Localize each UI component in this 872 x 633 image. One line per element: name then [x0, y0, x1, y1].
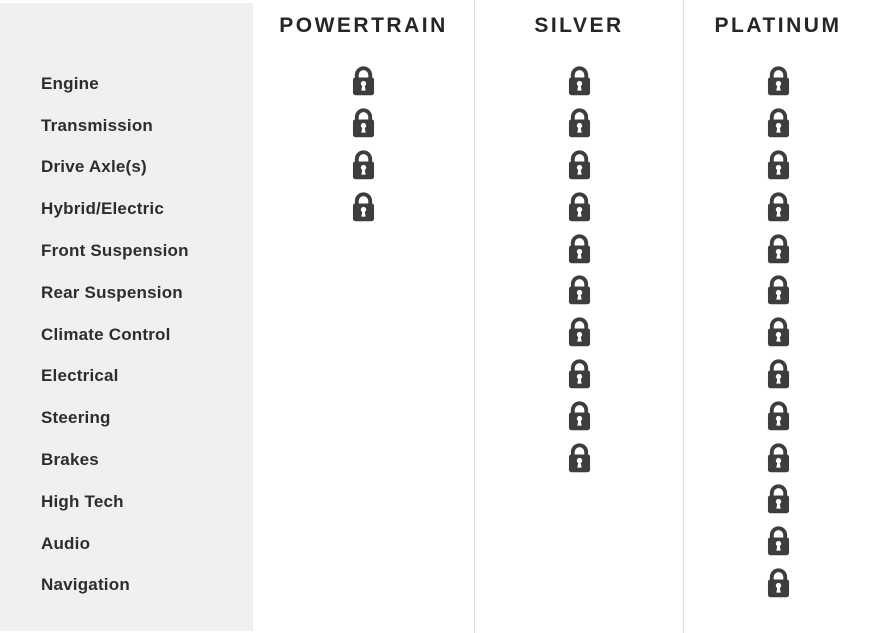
lock-icon [568, 192, 591, 222]
lock-icon [767, 526, 790, 556]
row-label-cell [0, 481, 253, 523]
coverage-cell [684, 230, 872, 272]
row-label-cell [0, 523, 253, 565]
coverage-cell [253, 523, 474, 565]
column-cells-platinum [684, 63, 872, 606]
row-label-cell [0, 439, 253, 481]
coverage-cell [475, 565, 683, 607]
row-label: Steering [41, 408, 111, 428]
coverage-cell [253, 188, 474, 230]
row-label-cell [0, 314, 253, 356]
lock-icon [568, 443, 591, 473]
coverage-cell [253, 481, 474, 523]
coverage-cell [475, 397, 683, 439]
row-label-cell [0, 105, 253, 147]
row-label: Front Suspension [41, 241, 189, 261]
lock-icon [767, 192, 790, 222]
lock-icon [767, 275, 790, 305]
row-label: Hybrid/Electric [41, 199, 164, 219]
coverage-cell [684, 188, 872, 230]
lock-icon [568, 108, 591, 138]
row-label: Drive Axle(s) [41, 157, 147, 177]
coverage-cell [684, 147, 872, 189]
coverage-cell [684, 63, 872, 105]
column-cells-silver [475, 63, 683, 606]
row-label-cell [0, 272, 253, 314]
coverage-cell [475, 63, 683, 105]
coverage-cell [475, 439, 683, 481]
lock-icon [767, 443, 790, 473]
coverage-cell [684, 439, 872, 481]
coverage-cell [684, 105, 872, 147]
coverage-cell [253, 272, 474, 314]
coverage-cell [684, 397, 872, 439]
lock-icon [767, 150, 790, 180]
lock-icon [767, 234, 790, 264]
row-label-cell [0, 565, 253, 607]
coverage-cell [253, 314, 474, 356]
coverage-cell [253, 397, 474, 439]
coverage-cell [475, 230, 683, 272]
coverage-cell [253, 147, 474, 189]
row-label: Climate Control [41, 324, 171, 344]
column-cells-powertrain [253, 63, 474, 606]
coverage-cell [253, 230, 474, 272]
row-label: Engine [41, 73, 99, 93]
corner-spacer [0, 3, 253, 63]
lock-icon [568, 401, 591, 431]
column-powertrain [253, 0, 474, 633]
coverage-cell [253, 565, 474, 607]
row-label-cell [0, 188, 253, 230]
coverage-cell [475, 147, 683, 189]
column-header-powertrain: POWERTRAIN [279, 13, 448, 37]
row-label: Brakes [41, 450, 99, 470]
coverage-cell [684, 314, 872, 356]
coverage-cell [684, 356, 872, 398]
lock-icon [352, 66, 375, 96]
lock-icon [568, 275, 591, 305]
coverage-cell [475, 188, 683, 230]
row-label: Electrical [41, 366, 119, 386]
coverage-cell [475, 105, 683, 147]
column-platinum [683, 0, 872, 633]
coverage-cell [475, 481, 683, 523]
row-label: Transmission [41, 115, 153, 135]
row-label: High Tech [41, 491, 124, 511]
lock-icon [352, 150, 375, 180]
row-label-cell [0, 147, 253, 189]
lock-icon [352, 192, 375, 222]
coverage-cell [253, 105, 474, 147]
coverage-cell [253, 356, 474, 398]
coverage-cell [475, 272, 683, 314]
lock-icon [767, 66, 790, 96]
coverage-cell [475, 523, 683, 565]
row-label: Audio [41, 533, 91, 553]
coverage-cell [684, 481, 872, 523]
column-header-platinum: PLATINUM [714, 13, 842, 37]
lock-icon [568, 150, 591, 180]
row-label-cell [0, 63, 253, 105]
coverage-cell [475, 314, 683, 356]
row-label-cell [0, 356, 253, 398]
row-label: Navigation [41, 575, 130, 595]
coverage-cell [253, 63, 474, 105]
column-header-silver: SILVER [534, 13, 624, 37]
row-label-cell [0, 397, 253, 439]
lock-icon [568, 359, 591, 389]
coverage-cell [684, 523, 872, 565]
lock-icon [568, 234, 591, 264]
lock-icon [352, 108, 375, 138]
coverage-cell [475, 356, 683, 398]
row-labels [0, 63, 253, 606]
lock-icon [767, 401, 790, 431]
row-labels-column [0, 3, 253, 631]
lock-icon [767, 317, 790, 347]
coverage-cell [684, 272, 872, 314]
coverage-cell [253, 439, 474, 481]
lock-icon [767, 484, 790, 514]
row-label: Rear Suspension [41, 282, 183, 302]
coverage-cell [684, 565, 872, 607]
lock-icon [568, 317, 591, 347]
lock-icon [767, 108, 790, 138]
column-silver [474, 0, 683, 633]
lock-icon [568, 66, 591, 96]
row-label-cell [0, 230, 253, 272]
lock-icon [767, 568, 790, 598]
lock-icon [767, 359, 790, 389]
